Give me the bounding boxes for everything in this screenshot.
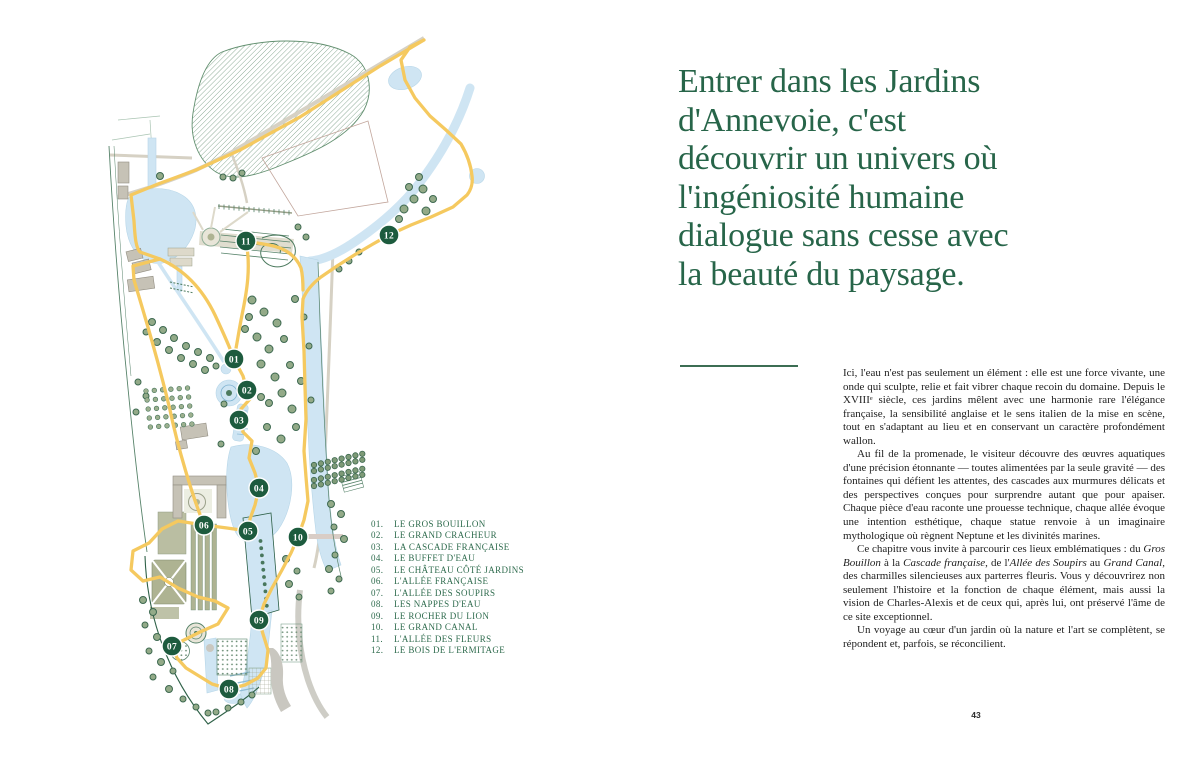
map-marker-03 xyxy=(229,410,249,430)
map-marker-12 xyxy=(379,225,399,245)
map-marker-11 xyxy=(236,231,256,251)
legend-item xyxy=(371,565,524,576)
svg-text:02: 02 xyxy=(241,386,253,397)
legend-number: 11. xyxy=(371,633,384,644)
paragraph: Ici, l'eau n'est pas seulement un élément : elle est une force vivante, une onde qui sculpte, relie et fait vibrer chaque recoin du domaine. Depuis le XVIIIᵉ siècle, ces jardins mêlent avec une harmonie rare l'élégance française, la sensibilité anglaise et le sens italien de la mise en scène, tout en s'adaptant au lieu et en conservant un caractère profondément wallon. xyxy=(843,367,1165,447)
legend-number: 07. xyxy=(371,587,384,598)
map-marker-10 xyxy=(288,527,308,547)
body-text xyxy=(843,367,1165,651)
svg-text:05: 05 xyxy=(242,527,254,538)
legend-item xyxy=(371,645,524,656)
svg-text:01: 01 xyxy=(228,355,240,366)
legend-item xyxy=(371,588,524,599)
svg-text:11: 11 xyxy=(241,237,251,248)
legend-item xyxy=(371,634,524,645)
headline-line: découvrir un univers où xyxy=(678,140,998,177)
page-number: 43 xyxy=(971,710,981,720)
svg-text:08: 08 xyxy=(223,685,235,696)
paragraph: Ce chapitre vous invite à parcourir ces lieux emblématiques : du Gros Bouillon à la Cascade française, de l'Allée des Soupirs au Grand Canal, des charmilles silencieuses aux parterres fleuris. Vous y découvrirez non seulement l'histoire et la fonction de chaque élément, mais aussi la vision de Charles-Alexis et de ceux qui, après lui, ont préservé l'âme de ce site exceptionnel. xyxy=(843,543,1165,623)
legend-name: LA CASCADE FRANÇAISE xyxy=(394,541,510,552)
legend-number: 09. xyxy=(371,610,384,621)
legend-number: 01. xyxy=(371,519,384,529)
map-marker-07 xyxy=(162,636,182,656)
svg-text:07: 07 xyxy=(166,642,178,653)
svg-text:12: 12 xyxy=(383,231,395,242)
paragraph: Un voyage au cœur d'un jardin où la nature et l'art se complètent, se répondent et, parfois, se réconcilient. xyxy=(843,624,1165,650)
map-marker-08 xyxy=(219,679,239,699)
map-marker-05 xyxy=(238,521,258,541)
legend-name: LE CHÂTEAU CÔTÉ JARDINS xyxy=(394,564,524,575)
map-marker-06 xyxy=(194,515,214,535)
legend-name: LES NAPPES D'EAU xyxy=(394,599,481,610)
map-marker-09 xyxy=(249,610,269,630)
legend-number: 06. xyxy=(371,576,384,587)
legend-item xyxy=(371,542,524,553)
chapter-headline xyxy=(678,63,1098,294)
legend-name: LE GRAND CRACHEUR xyxy=(394,530,497,541)
legend-number: 03. xyxy=(371,541,384,552)
headline-line: Entrer dans les Jardins xyxy=(678,63,981,100)
legend-name: LE BUFFET D'EAU xyxy=(394,553,476,564)
svg-text:06: 06 xyxy=(198,521,210,532)
svg-text:04: 04 xyxy=(253,484,265,495)
legend-item xyxy=(371,599,524,610)
legend-item xyxy=(371,519,524,530)
paragraph: Au fil de la promenade, le visiteur découvre des œuvres aquatiques d'une précision étonnante — toutes alimentées par la seule gravité — des fontaines qui défient les attentes, des cascades aux murmures délicats et des perspectives conçues pour surprendre autant que pour apaiser. Chaque pièce d'eau raconte une prouesse technique, chaque allée évoque une intention esthétique, chaque statue renvoie à un imaginaire mythologique où règnent Neptune et les divinités marines. xyxy=(843,448,1165,542)
legend-name: LE GROS BOUILLON xyxy=(394,519,486,529)
legend-item xyxy=(371,611,524,622)
legend-name: LE ROCHER DU LION xyxy=(394,610,490,621)
legend-item xyxy=(371,576,524,587)
legend-number: 12. xyxy=(371,644,384,655)
forest-hatched-area xyxy=(192,41,369,177)
legend-name: L'ALLÉE DES SOUPIRS xyxy=(394,587,496,598)
legend-name: L'ALLÉE FRANÇAISE xyxy=(394,576,489,587)
parterres xyxy=(150,207,302,694)
legend-name: LE BOIS DE L'ERMITAGE xyxy=(394,644,506,655)
headline-line: dialogue sans cesse avec xyxy=(678,217,1009,254)
legend-item xyxy=(371,622,524,633)
legend-number: 05. xyxy=(371,564,384,575)
legend-number: 10. xyxy=(371,622,384,633)
svg-text:03: 03 xyxy=(233,416,245,427)
legend-item xyxy=(371,530,524,541)
headline-line: la beauté du paysage. xyxy=(678,255,965,293)
legend-number: 08. xyxy=(371,599,384,610)
legend-name: LE GRAND CANAL xyxy=(394,622,478,633)
fountain-dot xyxy=(226,390,232,396)
map-legend xyxy=(371,519,524,656)
section-rule xyxy=(680,365,798,367)
headline-line: l'ingéniosité humaine xyxy=(678,178,965,216)
legend-number: 02. xyxy=(371,530,384,541)
svg-text:10: 10 xyxy=(292,533,304,544)
colonnade-ticks xyxy=(218,204,292,215)
svg-text:09: 09 xyxy=(253,616,265,627)
legend-name: L'ALLÉE DES FLEURS xyxy=(394,633,492,644)
headline-line: d'Annevoie, c'est xyxy=(678,101,906,139)
map-marker-04 xyxy=(249,478,269,498)
legend-item xyxy=(371,553,524,564)
legend-number: 04. xyxy=(371,553,384,564)
map-marker-01 xyxy=(224,349,244,369)
map-marker-02 xyxy=(237,380,257,400)
